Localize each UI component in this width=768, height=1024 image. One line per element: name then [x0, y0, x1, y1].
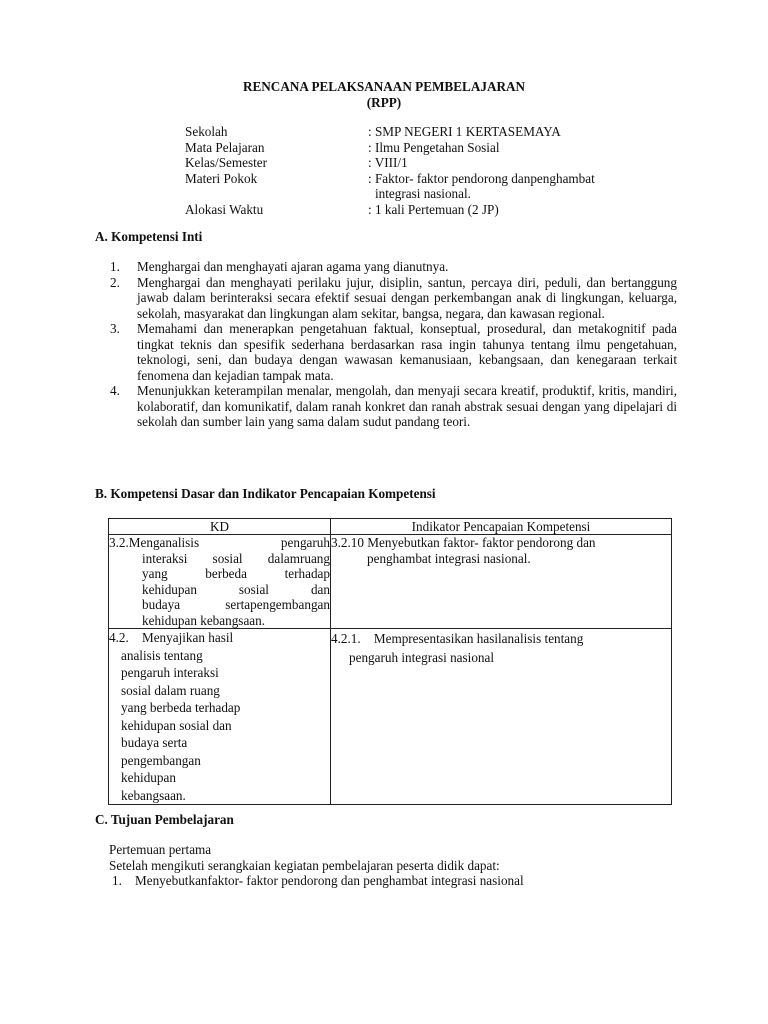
kd-code-text: 3.2.Menganalisis: [109, 535, 200, 550]
kd-line: yang berbeda terhadap: [121, 700, 241, 715]
info-label: Kelas/Semester: [185, 155, 268, 170]
info-value-continuation: integrasi nasional.: [375, 186, 471, 201]
pertemuan-label: Pertemuan pertama: [109, 842, 212, 857]
column-header-indikator: Indikator Pencapaian Kompetensi: [331, 519, 672, 535]
kd-line: budaya sertapengembangan: [142, 597, 330, 612]
kd-line: pengaruh interaksi: [121, 665, 219, 680]
kd-line: yang berbeda terhadap: [142, 566, 330, 581]
table-row: [109, 629, 672, 805]
list-number: 4.: [110, 383, 120, 398]
list-number: 2.: [110, 274, 120, 290]
list-text: Menyebutkanfaktor- faktor pendorong dan penghambat integrasi nasional: [135, 873, 524, 888]
title-line-1: RENCANA PELAKSANAAN PEMBELAJARAN: [242, 79, 526, 94]
kd-line: kehidupan: [121, 770, 176, 785]
kd-first-line: 4.2. Menyajikan hasil: [109, 630, 234, 645]
info-row-alokasi: [185, 202, 668, 218]
info-row-sekolah: [185, 124, 668, 140]
info-row-materi: [185, 171, 668, 202]
indikator-continuation: pengaruh integrasi nasional: [349, 650, 495, 665]
list-number: 1.: [110, 259, 120, 274]
section-b-heading: B. Kompetensi Dasar dan Indikator Pencapaian Kompetensi: [95, 486, 436, 501]
kd-line: pengembangan: [121, 752, 201, 768]
info-value: : Ilmu Pengetahan Sosial: [368, 139, 500, 155]
kompetensi-inti-list: [95, 259, 677, 430]
tujuan-block: [109, 842, 669, 889]
identity-block: [185, 124, 668, 217]
kd-line: budaya serta: [121, 735, 188, 750]
info-row-kelas: [185, 155, 668, 171]
kd-line: sosial dalam ruang: [121, 682, 220, 698]
list-number: 1.: [112, 873, 122, 888]
kd-line: kehidupan sosial dan: [121, 717, 232, 733]
info-label: Mata Pelajaran: [185, 139, 265, 155]
info-value: : SMP NEGERI 1 KERTASEMAYA: [368, 124, 561, 139]
tujuan-intro: Setelah mengikuti serangkaian kegiatan pembelajaran peserta didik dapat:: [109, 857, 500, 873]
info-value: : VIII/1: [368, 155, 408, 170]
indikator-cell: [331, 535, 672, 629]
list-text: Memahami dan menerapkan pengetahuan faktual, konseptual, prosedural, dan metakognitif pada tingkat teknis dan spesifik sederhana berdasarkan rasa ingin tahunya tentang ilmu pengetahuan, teknologi, seni, dan budaya dengan wawasan kemanusiaan, kebangsaan, dan kenegaraan terkait fenomena dan kejadian tampak mata.: [137, 321, 677, 383]
kd-text: pengaruh: [280, 535, 330, 550]
kd-line: kebangsaan.: [121, 787, 186, 803]
column-header-kd: KD: [109, 519, 331, 535]
info-value-line: : Faktor- faktor pendorong danpenghambat: [368, 170, 595, 186]
kd-first-line: [109, 535, 330, 551]
kd-line: kehidupan kebangsaan.: [142, 612, 266, 628]
info-row-mapel: [185, 140, 668, 156]
indikator-line: 4.2.1. Mempresentasikan hasilanalisis tentang: [331, 631, 584, 646]
indikator-continuation: penghambat integrasi nasional.: [367, 550, 531, 566]
info-label: Materi Pokok: [185, 170, 258, 186]
list-text: Menghargai dan menghayati perilaku jujur, disiplin, santun, percaya diri, peduli, dan bertanggung jawab dalam berinteraksi secara efektif sesuai dengan perkembangan anak di lingkungan, keluarga, sekolah, masyarakat dan lingkungan alam sekitar, bangsa, negara, dan kawasan regional.: [137, 274, 677, 321]
list-text: Menunjukkan keterampilan menalar, mengolah, dan menyaji secara kreatif, produktif, kritis, mandiri, kolaboratif, dan komunikatif, dalam ranah konkret dan ranah abstrak sesuai dengan yang dipelajari di sekolah dan sumber lain yang sama dalam sudut pandang teori.: [137, 383, 677, 429]
kd-line: interaksi sosial dalamruang: [142, 550, 330, 566]
table-header-row: [109, 519, 672, 535]
table-row: [109, 535, 672, 629]
document-title: [0, 79, 768, 110]
section-c-heading: C. Tujuan Pembelajaran: [95, 812, 234, 827]
list-number: 3.: [110, 321, 120, 336]
info-label: Alokasi Waktu: [185, 201, 264, 217]
list-item: [109, 873, 669, 889]
list-item: [95, 321, 677, 383]
list-item: [95, 383, 677, 430]
kd-line: kehidupan sosial dan: [142, 581, 330, 597]
indikator-line: 3.2.10 Menyebutkan faktor- faktor pendorong dan: [331, 535, 596, 550]
kd-table: [108, 518, 672, 805]
info-value: [368, 171, 668, 202]
indikator-cell: [331, 629, 672, 805]
section-a-heading: A. Kompetensi Inti: [95, 229, 203, 244]
info-label: Sekolah: [185, 124, 228, 139]
list-item: [95, 275, 677, 322]
kd-cell: [109, 535, 331, 629]
title-line-2: (RPP): [366, 94, 402, 110]
kd-cell: [109, 629, 331, 805]
info-value: : 1 kali Pertemuan (2 JP): [368, 201, 499, 217]
list-item: [95, 259, 677, 275]
list-text: Menghargai dan menghayati ajaran agama yang dianutnya.: [137, 259, 449, 274]
kd-line: analisis tentang: [121, 647, 203, 663]
